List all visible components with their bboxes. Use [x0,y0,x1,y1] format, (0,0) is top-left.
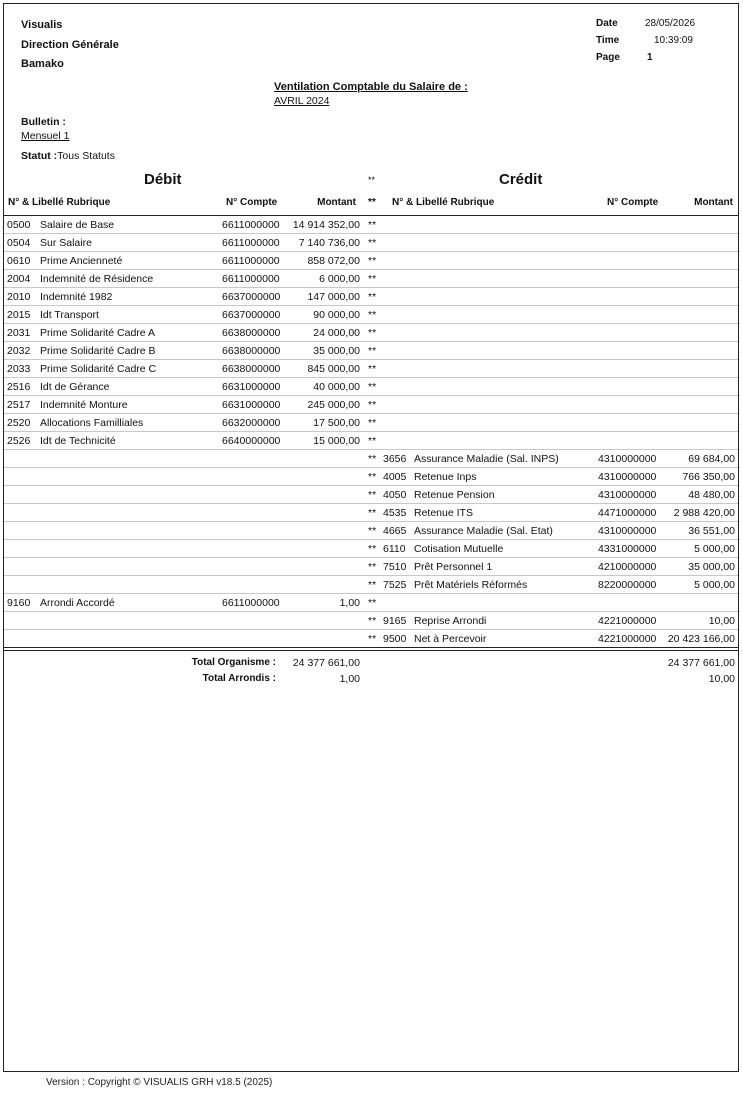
debit-montant: 35 000,00 [313,345,360,357]
date-label: Date [596,18,618,29]
credit-label: Retenue Pension [414,489,495,501]
debit-compte: 6637000000 [222,309,281,321]
total-organisme-credit: 24 377 661,00 [667,657,735,669]
credit-code: 9500 [383,633,407,645]
row-separator: ** [368,543,377,555]
debit-code: 0610 [7,255,31,267]
table-bottom-rule-2 [4,650,738,651]
table-row [4,594,738,612]
debit-label: Idt Transport [40,309,99,321]
debit-label: Idt de Gérance [40,381,110,393]
table-bottom-rule [4,647,738,648]
debit-code: 2517 [7,399,31,411]
row-separator: ** [368,327,377,339]
credit-label: Retenue Inps [414,471,477,483]
debit-code: 2010 [7,291,31,303]
debit-compte: 6637000000 [222,291,281,303]
total-organisme-label: Total Organisme : [191,657,276,668]
credit-compte: 4310000000 [598,453,657,465]
col-credit-montant: Montant [694,197,733,208]
credit-code: 9165 [383,615,407,627]
debit-label: Sur Salaire [40,237,92,249]
total-arrondis-credit: 10,00 [708,673,735,685]
row-separator: ** [368,489,377,501]
credit-label: Net à Percevoir [414,633,487,645]
statut-line [21,150,115,162]
debit-label: Prime Solidarité Cadre B [40,345,156,357]
debit-code: 2032 [7,345,31,357]
credit-montant: 5 000,00 [694,579,735,591]
total-arrondis-debit: 1,00 [339,673,360,685]
section-separator: ** [368,175,376,185]
table-row [4,540,738,558]
debit-label: Indemnité Monture [40,399,128,411]
debit-compte: 6632000000 [222,417,281,429]
page-value: 1 [647,52,653,63]
debit-code: 2031 [7,327,31,339]
credit-label: Assurance Maladie (Sal. INPS) [414,453,559,465]
table-row [4,342,738,360]
debit-montant: 90 000,00 [313,309,360,321]
debit-code: 2033 [7,363,31,375]
credit-code: 6110 [383,543,406,555]
credit-compte: 4471000000 [598,507,657,519]
credit-code: 4535 [383,507,407,519]
statut-value: Tous Statuts [57,150,115,162]
row-separator: ** [368,309,377,321]
report-page [3,3,739,1072]
row-separator: ** [368,579,377,591]
credit-code: 3656 [383,453,407,465]
table-row [4,378,738,396]
table-row [4,288,738,306]
row-separator: ** [368,255,377,267]
credit-montant: 2 988 420,00 [673,507,735,519]
company-city: Bamako [21,58,64,70]
table-row [4,468,738,486]
table-row [4,396,738,414]
col-debit-montant: Montant [317,197,356,208]
credit-compte: 4221000000 [598,633,657,645]
report-title: Ventilation Comptable du Salaire de : [274,81,468,93]
credit-label: Retenue ITS [414,507,473,519]
table-row [4,630,738,648]
credit-montant: 5 000,00 [694,543,735,555]
row-separator: ** [368,633,377,645]
debit-code: 2520 [7,417,31,429]
time-value: 10:39:09 [654,35,693,46]
debit-label: Indemnité 1982 [40,291,113,303]
row-separator: ** [368,345,377,357]
debit-compte: 6638000000 [222,345,281,357]
debit-label: Arrondi Accordé [40,597,115,609]
debit-code: 0500 [7,219,31,231]
debit-compte: 6631000000 [222,399,281,411]
row-separator: ** [368,237,377,249]
debit-label: Indemnité de Résidence [40,273,154,285]
debit-heading: Débit [144,171,182,188]
table-row [4,558,738,576]
debit-compte: 6611000000 [222,597,280,609]
debit-montant: 24 000,00 [313,327,360,339]
row-separator: ** [368,507,377,519]
table-row [4,252,738,270]
debit-label: Idt de Technicité [40,435,116,447]
table-row [4,612,738,630]
debit-montant: 147 000,00 [307,291,360,303]
company-division: Direction Générale [21,39,119,51]
debit-montant: 15 000,00 [313,435,360,447]
debit-montant: 7 140 736,00 [298,237,360,249]
debit-code: 2004 [7,273,31,285]
row-separator: ** [368,615,377,627]
debit-label: Prime Solidarité Cadre A [40,327,155,339]
credit-compte: 8220000000 [598,579,657,591]
report-period: AVRIL 2024 [274,95,330,107]
debit-compte: 6631000000 [222,381,281,393]
page-label: Page [596,52,620,63]
bulletin-value: Mensuel 1 [21,130,70,142]
debit-label: Prime Ancienneté [40,255,123,267]
credit-code: 4005 [383,471,407,483]
debit-compte: 6611000000 [222,219,280,231]
credit-compte: 4221000000 [598,615,657,627]
table-row [4,414,738,432]
credit-montant: 10,00 [708,615,735,627]
debit-code: 9160 [7,597,31,609]
debit-code: 2015 [7,309,31,321]
date-value: 28/05/2026 [645,18,696,29]
credit-label: Cotisation Mutuelle [414,543,504,555]
table-row [4,522,738,540]
debit-compte: 6611000000 [222,255,280,267]
company-name: Visualis [21,19,63,31]
credit-montant: 48 480,00 [688,489,735,501]
table-row [4,432,738,450]
credit-compte: 4331000000 [598,543,657,555]
debit-code: 0504 [7,237,31,249]
debit-montant: 858 072,00 [307,255,360,267]
debit-compte: 6640000000 [222,435,281,447]
debit-compte: 6611000000 [222,273,280,285]
row-separator: ** [368,453,377,465]
credit-heading: Crédit [499,171,543,188]
credit-montant: 20 423 166,00 [667,633,735,645]
credit-label: Prêt Personnel 1 [414,561,493,573]
table-row [4,324,738,342]
credit-label: Prêt Matériels Réformés [414,579,528,591]
bulletin-label: Bulletin : [21,116,66,128]
row-separator: ** [368,471,377,483]
table-row [4,216,738,234]
credit-montant: 36 551,00 [688,525,735,537]
total-arrondis-label: Total Arrondis : [202,673,276,684]
credit-code: 4050 [383,489,407,501]
debit-code: 2516 [7,381,31,393]
debit-compte: 6611000000 [222,237,280,249]
debit-montant: 6 000,00 [319,273,360,285]
debit-montant: 14 914 352,00 [292,219,360,231]
footer-version: Version : Copyright © VISUALIS GRH v18.5 (2025) [46,1077,273,1088]
row-separator: ** [368,525,377,537]
debit-montant: 1,00 [339,597,360,609]
credit-code: 7525 [383,579,407,591]
table-row [4,360,738,378]
credit-label: Assurance Maladie (Sal. Etat) [414,525,553,537]
col-debit-compte: N° Compte [226,197,278,208]
row-separator: ** [368,399,377,411]
credit-compte: 4310000000 [598,525,657,537]
credit-montant: 35 000,00 [688,561,735,573]
col-credit-rubrique: N° & Libellé Rubrique [392,197,495,208]
row-separator: ** [368,435,377,447]
table-row [4,576,738,594]
table-row [4,234,738,252]
statut-label: Statut : [21,150,58,162]
credit-code: 4665 [383,525,407,537]
credit-code: 7510 [383,561,407,573]
credit-montant: 766 350,00 [682,471,735,483]
debit-code: 2526 [7,435,31,447]
debit-montant: 40 000,00 [313,381,360,393]
debit-montant: 17 500,00 [313,417,360,429]
table-row [4,450,738,468]
col-debit-rubrique: N° & Libellé Rubrique [8,197,111,208]
row-separator: ** [368,291,377,303]
time-label: Time [596,35,620,46]
debit-label: Allocations Familliales [40,417,144,429]
credit-label: Reprise Arrondi [414,615,487,627]
total-organisme-debit: 24 377 661,00 [292,657,360,669]
table-row [4,486,738,504]
table-row [4,504,738,522]
row-separator: ** [368,363,377,375]
row-separator: ** [368,597,377,609]
row-separator: ** [368,381,377,393]
credit-montant: 69 684,00 [688,453,735,465]
col-separator: ** [368,197,376,208]
debit-montant: 845 000,00 [307,363,360,375]
col-credit-compte: N° Compte [607,197,659,208]
table-row [4,270,738,288]
credit-compte: 4310000000 [598,489,657,501]
debit-label: Salaire de Base [40,219,115,231]
table-row [4,306,738,324]
row-separator: ** [368,417,377,429]
debit-montant: 245 000,00 [307,399,360,411]
row-separator: ** [368,273,377,285]
row-separator: ** [368,219,377,231]
debit-compte: 6638000000 [222,327,281,339]
debit-label: Prime Solidarité Cadre C [40,363,157,375]
row-separator: ** [368,561,377,573]
debit-compte: 6638000000 [222,363,281,375]
credit-compte: 4310000000 [598,471,657,483]
credit-compte: 4210000000 [598,561,657,573]
